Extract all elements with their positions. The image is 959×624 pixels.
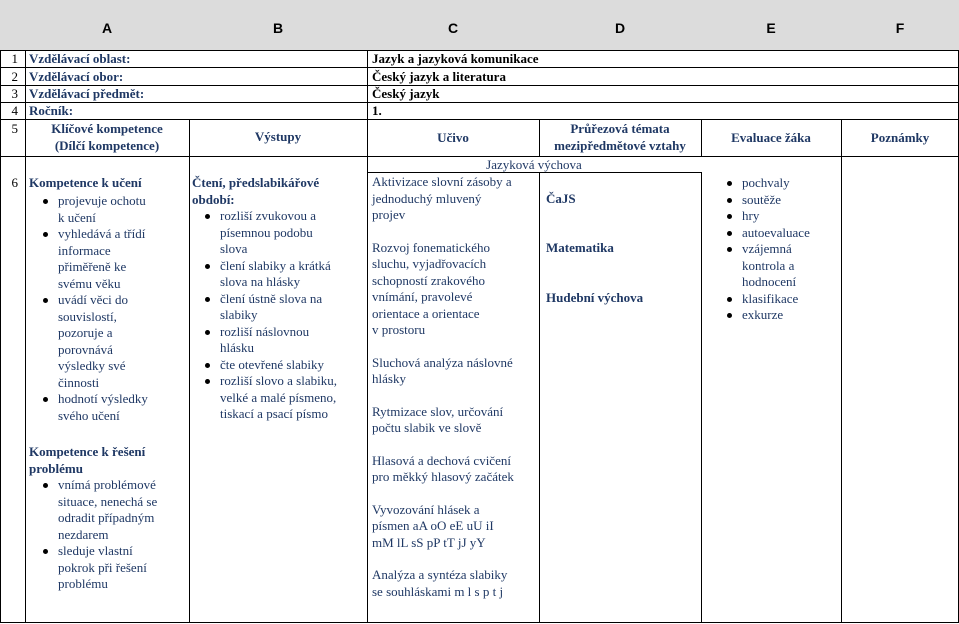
list-item: rozliší zvukovou a písemnou podobu slova bbox=[200, 208, 366, 258]
list-item: uvádí věci do souvislostí, pozoruje a porovnává výsledky své činnosti bbox=[38, 292, 188, 391]
kompetence-uceni-list bbox=[38, 193, 188, 424]
header-ucivo[interactable]: Učivo bbox=[437, 130, 469, 145]
list-item: člení slabiky a krátká slova na hlásky bbox=[200, 258, 366, 291]
header-kompetence-line1[interactable]: Klíčové kompetence bbox=[51, 121, 163, 136]
header-poznamky[interactable]: Poznámky bbox=[870, 130, 930, 145]
ucivo-item[interactable]: Sluchová analýza náslovné hlásky bbox=[372, 354, 513, 386]
label-vzdelavaci-obor[interactable]: Vzdělávací obor: bbox=[29, 69, 124, 84]
tema-item[interactable]: Hudební výchova bbox=[546, 290, 644, 305]
tema-item[interactable]: ČaJS bbox=[546, 191, 576, 206]
ucivo-block bbox=[372, 174, 538, 600]
list-item: hodnotí výsledky svého učení bbox=[38, 391, 188, 424]
select-all-corner[interactable] bbox=[0, 0, 25, 50]
list-item: čte otevřené slabiky bbox=[200, 357, 366, 374]
column-border bbox=[189, 119, 190, 623]
list-item: sleduje vlastní pokrok při řešení problému bbox=[38, 543, 188, 593]
row-number[interactable]: 2 bbox=[11, 69, 18, 84]
list-item: klasifikace bbox=[722, 291, 840, 308]
value-vzdelavaci-oblast[interactable]: Jazyk a jazyková komunikace bbox=[372, 51, 539, 66]
header-kompetence-line2[interactable]: (Dílčí kompetence) bbox=[54, 138, 160, 153]
value-rocnik[interactable]: 1. bbox=[372, 103, 382, 118]
row-number[interactable]: 4 bbox=[11, 103, 18, 118]
row-border bbox=[0, 102, 959, 103]
ucivo-item[interactable]: Rozvoj fonematického sluchu, vyjadřovacích schopností zrakového vnímání, pravolevé orientace a orientace v prostoru bbox=[372, 239, 491, 337]
list-item: vnímá problémové situace, nenechá se odradit případným nezdarem bbox=[38, 477, 188, 543]
list-item: hry bbox=[722, 208, 840, 225]
list-item: exkurze bbox=[722, 307, 840, 324]
label-vzdelavaci-predmet[interactable]: Vzdělávací předmět: bbox=[29, 86, 145, 101]
row-number[interactable]: 6 bbox=[11, 175, 18, 190]
ucivo-item[interactable]: Hlasová a dechová cvičení pro měkký hlasový začátek bbox=[372, 452, 514, 484]
column-header-bar bbox=[0, 0, 959, 50]
column-header-e[interactable]: E bbox=[766, 20, 776, 36]
section-title[interactable]: Jazyková výchova bbox=[486, 157, 582, 172]
row-border bbox=[0, 119, 959, 120]
kompetence-uceni-title[interactable]: Kompetence k učení bbox=[29, 175, 142, 190]
label-vzdelavaci-oblast[interactable]: Vzdělávací oblast: bbox=[29, 51, 131, 66]
ucivo-item[interactable]: Aktivizace slovní zásoby a jednoduchý mluvený projev bbox=[372, 174, 512, 222]
list-item: rozliší náslovnou hlásku bbox=[200, 324, 366, 357]
column-header-f[interactable]: F bbox=[895, 20, 905, 36]
ucivo-item[interactable]: Rytmizace slov, určování počtu slabik ve slově bbox=[372, 403, 504, 435]
column-border bbox=[539, 172, 540, 623]
column-header-d[interactable]: D bbox=[614, 20, 626, 36]
row-border bbox=[0, 67, 959, 68]
list-item: rozliší slovo a slabiku, velké a malé písmeno, tiskací a psací písmo bbox=[200, 373, 366, 423]
row-number[interactable]: 3 bbox=[11, 86, 18, 101]
list-item: člení ústně slova na slabiky bbox=[200, 291, 366, 324]
spreadsheet-grid bbox=[0, 50, 959, 624]
list-item: projevuje ochotu k učení bbox=[38, 193, 188, 226]
row-number[interactable]: 1 bbox=[11, 51, 18, 66]
value-vzdelavaci-predmet[interactable]: Český jazyk bbox=[372, 86, 440, 101]
evaluace-list bbox=[722, 175, 840, 324]
row-number[interactable]: 5 bbox=[11, 121, 18, 136]
header-evaluace[interactable]: Evaluace žáka bbox=[731, 130, 811, 145]
list-item: soutěže bbox=[722, 192, 840, 209]
list-item: pochvaly bbox=[722, 175, 840, 192]
vystupy-list bbox=[200, 208, 366, 423]
kompetence-reseni-title[interactable]: Kompetence k řešení problému bbox=[29, 444, 146, 476]
row-border bbox=[0, 622, 959, 623]
vystupy-title[interactable]: Čtení, předslabikářové období: bbox=[192, 175, 320, 207]
ucivo-item[interactable]: Vyvozování hlásek a písmen aA oO eE uU iI mM lL sS pP tT jJ yY bbox=[372, 501, 494, 550]
value-vzdelavaci-obor[interactable]: Český jazyk a literatura bbox=[372, 69, 506, 84]
column-header-c[interactable]: C bbox=[447, 20, 459, 36]
column-header-b[interactable]: B bbox=[272, 20, 284, 36]
header-temata-line2[interactable]: mezipředmětové vztahy bbox=[554, 138, 686, 153]
header-vystupy[interactable]: Výstupy bbox=[254, 129, 302, 144]
list-item: vyhledává a třídí informace přiměřeně ke svému věku bbox=[38, 226, 188, 292]
column-header-a[interactable]: A bbox=[101, 20, 113, 36]
tema-item[interactable]: Matematika bbox=[546, 240, 614, 255]
list-item: autoevaluace bbox=[722, 225, 840, 242]
list-item: vzájemná kontrola a hodnocení bbox=[722, 241, 840, 291]
poznamky-cell[interactable] bbox=[842, 157, 958, 622]
header-temata-line1[interactable]: Průřezová témata bbox=[570, 121, 670, 136]
kompetence-reseni-list bbox=[38, 477, 188, 593]
ucivo-item[interactable]: Analýza a syntéza slabiky se souhláskami m l s p t j bbox=[372, 567, 508, 599]
label-rocnik[interactable]: Ročník: bbox=[29, 103, 74, 118]
column-border bbox=[701, 172, 702, 623]
